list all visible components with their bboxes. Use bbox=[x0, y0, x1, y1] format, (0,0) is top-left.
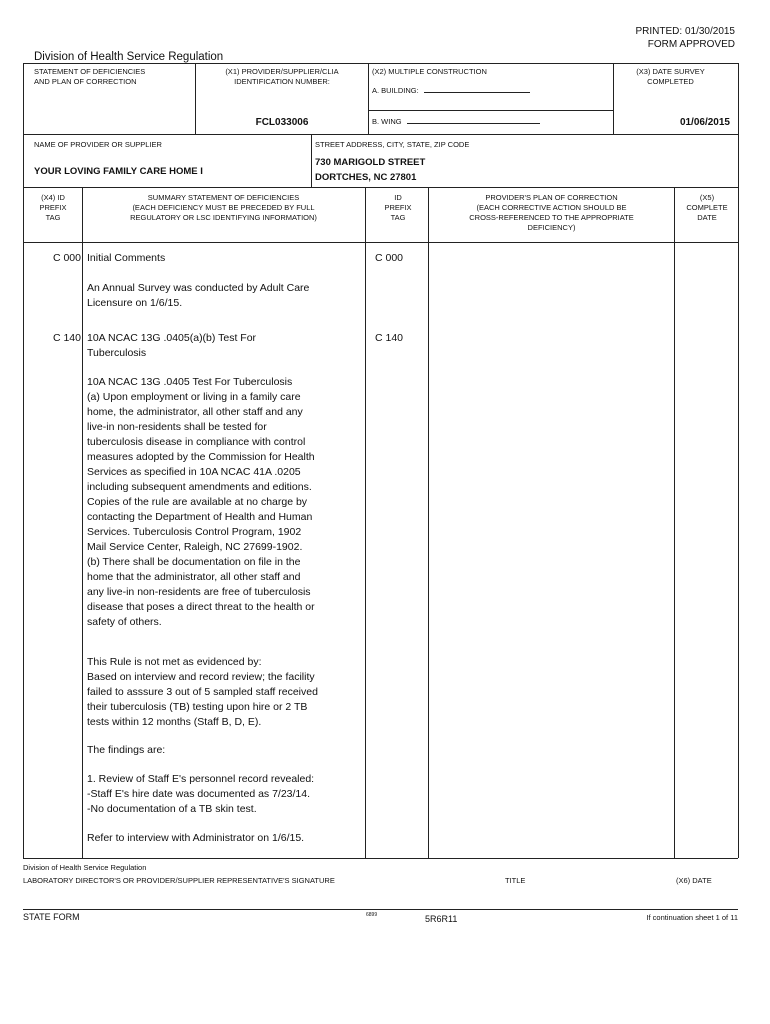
footer-division: Division of Health Service Regulation bbox=[23, 863, 147, 872]
finding-1-text: 1. Review of Staff E's personnel record revealed: -Staff E's hire date was documented as 7/23/14. -No documentation of a TB skin test. bbox=[87, 773, 315, 815]
findings-heading: The findings are: bbox=[87, 744, 166, 756]
title-label: TITLE bbox=[505, 876, 526, 885]
building-blank bbox=[424, 84, 530, 93]
c140-prefix-tag: C 140 bbox=[52, 332, 81, 344]
x4-header: (X4) ID PREFIX TAG bbox=[39, 193, 67, 222]
form-approved: FORM APPROVED bbox=[647, 39, 735, 50]
c000-text: An Annual Survey was conducted by Adult Care Licensure on 1/6/15. bbox=[87, 282, 310, 309]
x3-value: 01/06/2015 bbox=[679, 117, 730, 128]
date-label: (X6) DATE bbox=[676, 876, 712, 885]
division-title: Division of Health Service Regulation bbox=[34, 51, 224, 63]
c000-title: Initial Comments bbox=[87, 252, 166, 264]
wing-field bbox=[372, 115, 540, 127]
c000-id-tag: C 000 bbox=[375, 252, 404, 264]
wing-blank bbox=[407, 115, 540, 124]
c140-not-met-text: This Rule is not met as evidenced by: Based on interview and record review; the facility failed to asssure 3 out of 5 sampled staff received their tuberculosis (TB) testing upon hire or 2 TB tests within 12 months (Staff B, D, E). bbox=[87, 656, 318, 728]
building-field bbox=[372, 84, 530, 96]
x1-label: (X1) PROVIDER/SUPPLIER/CLIA IDENTIFICATION NUMBER: bbox=[225, 67, 339, 86]
wing-label: B. WING bbox=[372, 117, 402, 126]
c000-prefix-tag: C 000 bbox=[52, 252, 81, 264]
continuation-sheet: If continuation sheet 1 of 11 bbox=[646, 913, 738, 922]
provider-name: YOUR LOVING FAMILY CARE HOME I bbox=[34, 166, 203, 177]
id-header: ID PREFIX TAG bbox=[384, 193, 412, 222]
x1-value: FCL033006 bbox=[255, 117, 309, 128]
statement-label: STATEMENT OF DEFICIENCIES AND PLAN OF CORRECTION bbox=[34, 67, 146, 86]
address-label: STREET ADDRESS, CITY, STATE, ZIP CODE bbox=[315, 140, 470, 149]
c140-rule-text: 10A NCAC 13G .0405 Test For Tuberculosis (a) Upon employment or living in a family care home, the administrator, all other staff and any live-in non-residents shall be tested for tuberculosis disease in compliance with control measures adopted by the Commission for Health Services as specified in 10A NCAC 41A .0205 including subsequent amendments and editions. Copies of the rule are available at no charge by contacting the Department of Health and Human Services. Tuberculosis Control Program, 1902 Mail Service Center, Raleigh, NC 27699-1902. (b) There shall be documentation on file in the home that the administrator, all other staff and any live-in non-residents are free of tuberculosis disease that poses a direct threat to the health or safety of others. bbox=[87, 376, 315, 628]
provider-name-label: NAME OF PROVIDER OR SUPPLIER bbox=[34, 140, 162, 149]
c140-id-tag: C 140 bbox=[375, 332, 404, 344]
refer-text: Refer to interview with Administrator on 1/6/15. bbox=[87, 832, 305, 844]
x2-label: (X2) MULTIPLE CONSTRUCTION bbox=[372, 67, 487, 76]
state-form-label: STATE FORM bbox=[23, 912, 80, 922]
x5-header: (X5) COMPLETE DATE bbox=[686, 193, 728, 222]
c140-title: 10A NCAC 13G .0405(a)(b) Test For Tuberculosis bbox=[87, 332, 257, 359]
address-line1: 730 MARIGOLD STREET bbox=[315, 157, 426, 168]
event-id: 5R6R11 bbox=[425, 914, 458, 924]
form-code: 6899 bbox=[366, 912, 378, 918]
signature-label: LABORATORY DIRECTOR'S OR PROVIDER/SUPPLIER REPRESENTATIVE'S SIGNATURE bbox=[23, 876, 335, 885]
plan-header: PROVIDER'S PLAN OF CORRECTION (EACH CORRECTIVE ACTION SHOULD BE CROSS-REFERENCED TO THE APPROPRIATE DEFICIENCY) bbox=[469, 193, 634, 232]
summary-header: SUMMARY STATEMENT OF DEFICIENCIES (EACH DEFICIENCY MUST BE PRECEDED BY FULL REGULATORY OR LSC IDENTIFYING INFORMATION) bbox=[130, 193, 317, 222]
building-label: A. BUILDING: bbox=[372, 86, 419, 95]
printed-date: PRINTED: 01/30/2015 bbox=[635, 26, 735, 37]
address-line2: DORTCHES, NC 27801 bbox=[315, 172, 417, 183]
x3-label: (X3) DATE SURVEY COMPLETED bbox=[636, 67, 705, 86]
